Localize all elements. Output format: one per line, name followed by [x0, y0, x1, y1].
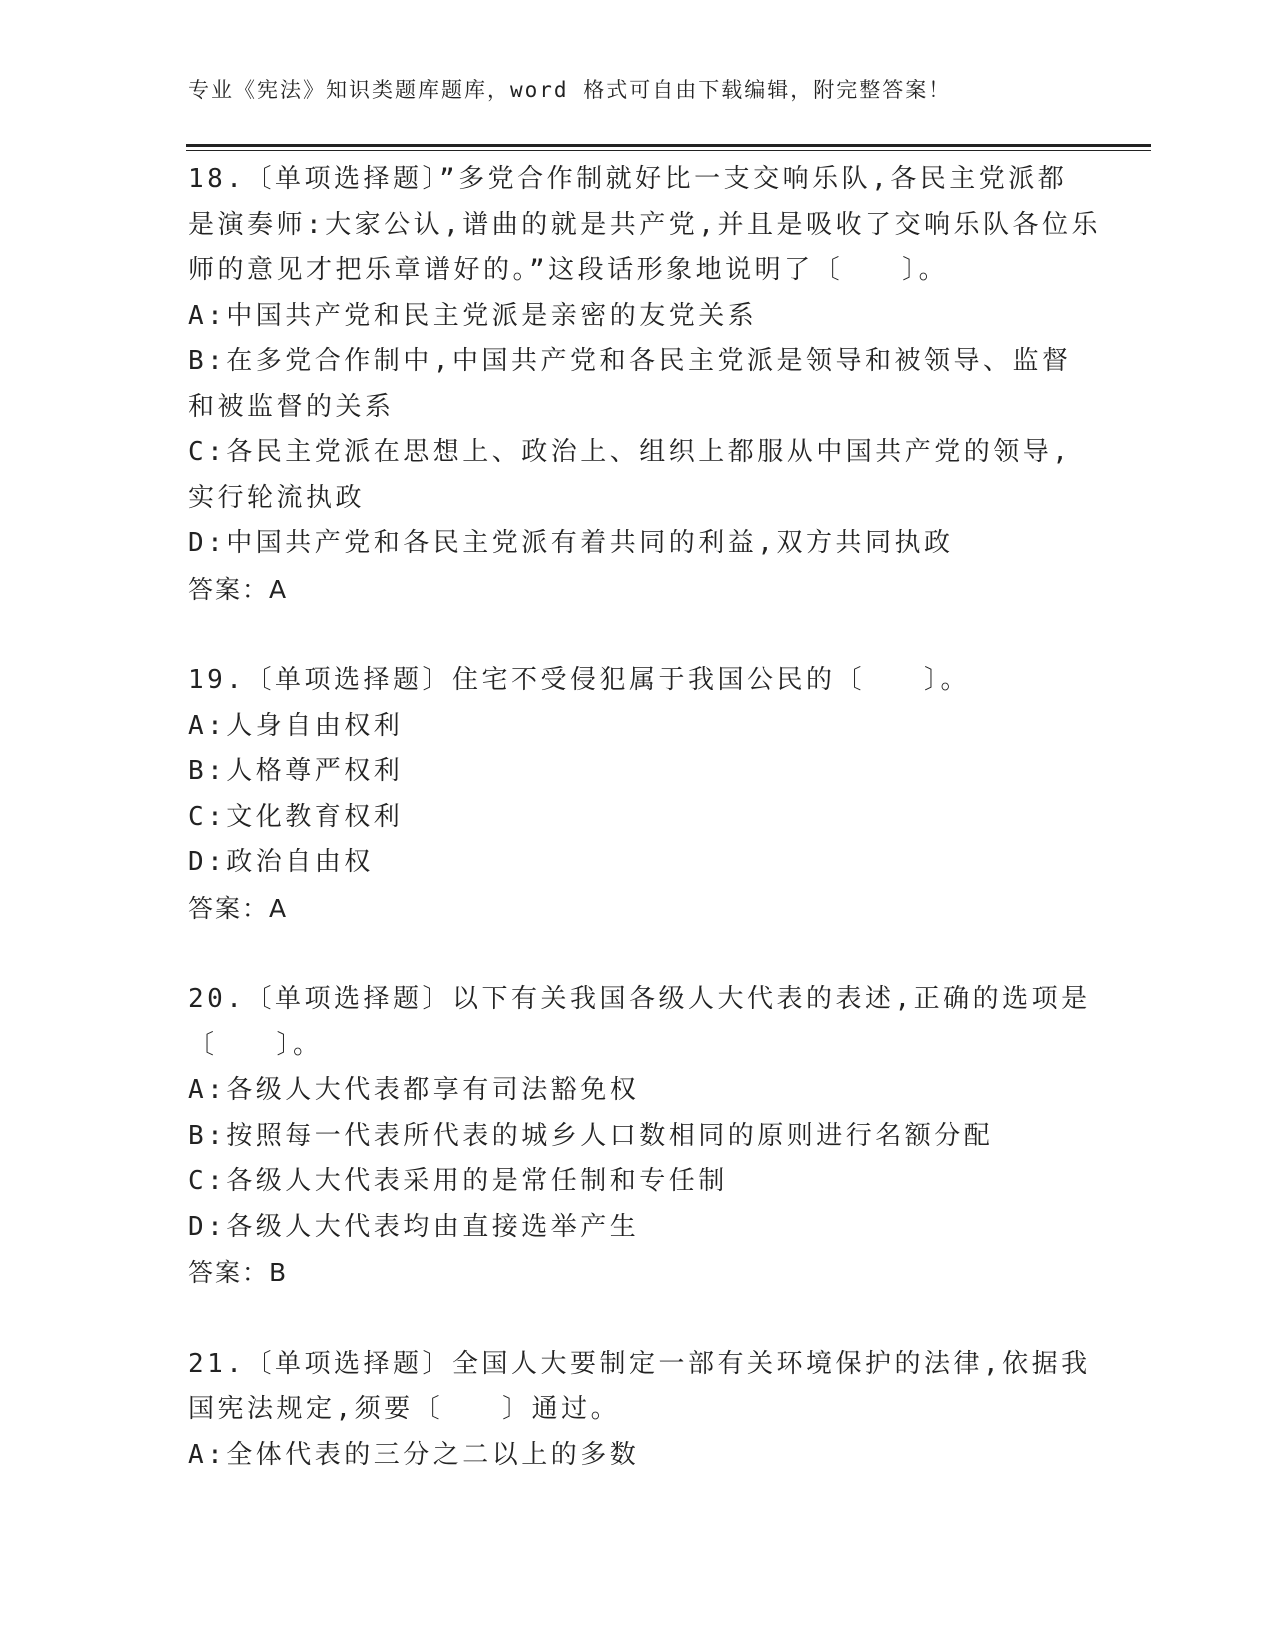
- page-header: 专业《宪法》知识类题库题库，word 格式可自由下载编辑，附完整答案！: [188, 78, 952, 102]
- answer-label: 答案：A: [188, 574, 289, 604]
- option-b: B:按照每一代表所代表的城乡人口数相同的原则进行名额分配: [188, 1120, 994, 1151]
- answer-label: 答案：B: [188, 1258, 289, 1287]
- answer-label: 答案：A: [188, 893, 289, 923]
- option-c: C:文化教育权利: [188, 801, 404, 832]
- question-19: [188, 658, 1088, 931]
- option-d: D:政治自由权: [188, 847, 374, 877]
- option-d: D:中国共产党和各民主党派有着共同的利益,双方共同执政: [188, 528, 954, 558]
- question-list: [188, 157, 1101, 1478]
- option-a: A:各级人大代表都享有司法豁免权: [188, 1075, 640, 1105]
- question-stem-line: 19.〔单项选择题〕住宅不受侵犯属于我国公民的〔 〕。: [188, 665, 970, 695]
- question-20: [188, 977, 1091, 1296]
- question-stem-line: 国宪法规定,须要〔 〕通过。: [188, 1394, 621, 1424]
- option-c: C:各级人大代表采用的是常任制和专任制: [188, 1166, 728, 1196]
- option-a: A:中国共产党和民主党派是亲密的友党关系: [188, 300, 758, 331]
- option-a: A:人身自由权利: [188, 710, 404, 741]
- question-18: [188, 157, 1101, 612]
- option-a: A:全体代表的三分之二以上的多数: [188, 1439, 640, 1470]
- option-b: B:在多党合作制中,中国共产党和各民主党派是领导和被领导、监督: [188, 346, 1072, 376]
- question-stem-line: 师的意见才把乐章谱好的。”这段话形象地说明了〔 〕。: [188, 255, 949, 285]
- option-c: C:各民主党派在思想上、政治上、组织上都服从中国共产党的领导,: [188, 437, 1072, 467]
- option-b-continued: 和被监督的关系: [188, 391, 395, 422]
- question-stem-line: 21.〔单项选择题〕全国人大要制定一部有关环境保护的法律,依据我: [188, 1348, 1091, 1379]
- option-d: D:各级人大代表均由直接选举产生: [188, 1211, 640, 1242]
- question-stem-line: 是演奏师:大家公认,谱曲的就是共产党,并且是吸收了交响乐队各位乐: [188, 209, 1101, 240]
- option-b: B:人格尊严权利: [188, 756, 404, 786]
- option-c-continued: 实行轮流执政: [188, 482, 366, 513]
- question-stem-line: 18.〔单项选择题〕”多党合作制就好比一支交响乐队,各民主党派都: [188, 164, 1068, 194]
- question-stem-line: 20.〔单项选择题〕以下有关我国各级人大代表的表述,正确的选项是: [188, 984, 1091, 1014]
- question-stem-line: 〔 〕。: [188, 1029, 323, 1060]
- header-double-rule: [186, 144, 1151, 151]
- question-21: [188, 1342, 1091, 1479]
